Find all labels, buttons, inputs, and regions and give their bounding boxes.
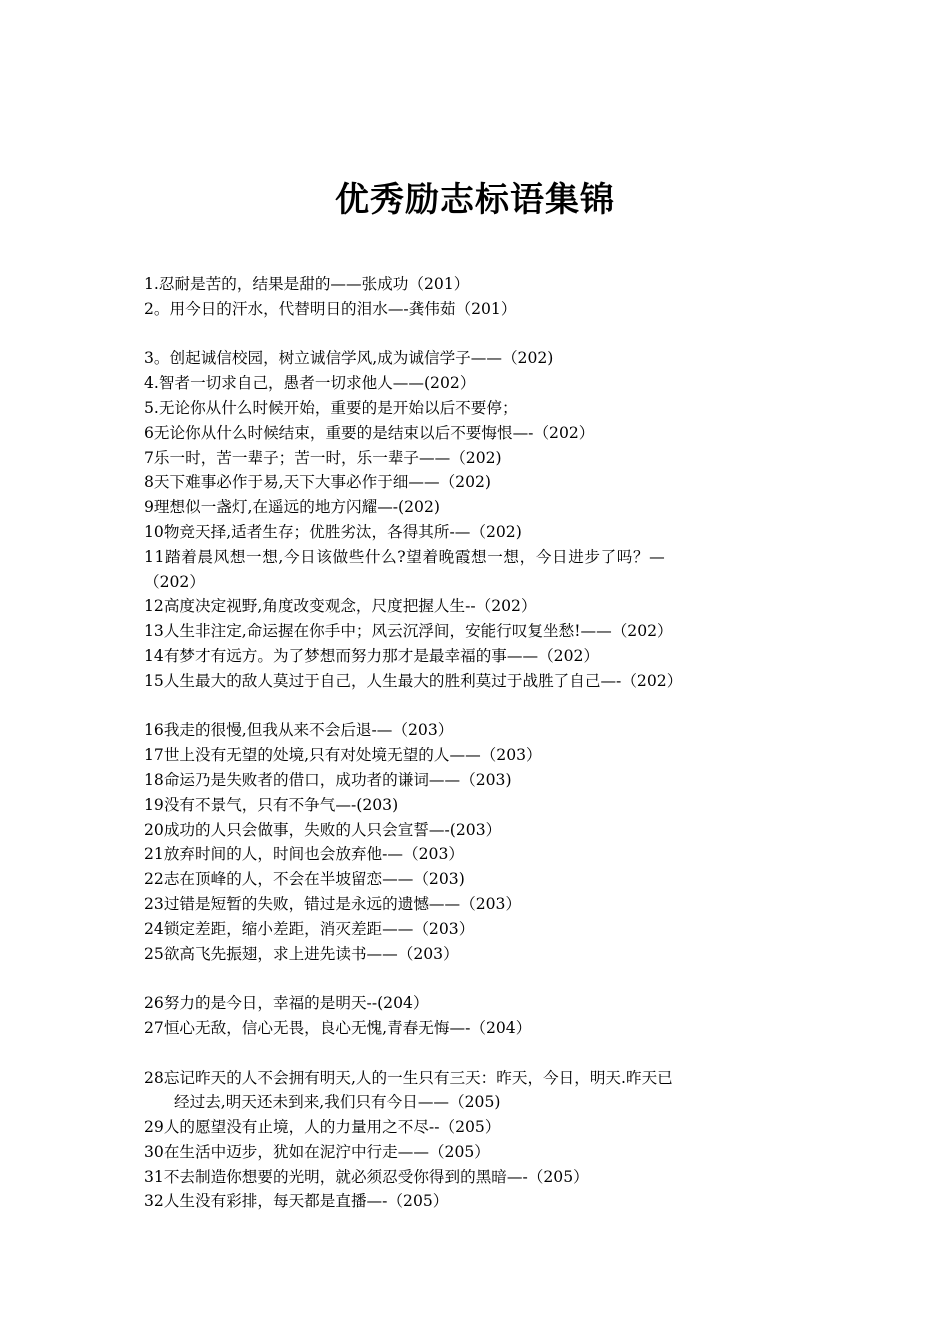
text-line: 32人生没有彩排，每天都是直播—-（205）	[144, 1192, 449, 1211]
text-line: 25欲高飞先振翅，求上进先读书——（203）	[144, 944, 459, 963]
text-line: 29人的愿望没有止境，人的力量用之不尽--（205）	[144, 1118, 501, 1137]
text-line: 31不去制造你想要的光明，就必须忍受你得到的黑暗—-（205）	[144, 1167, 589, 1186]
text-line: 12高度决定视野,角度改变观念，尺度把握人生--（202）	[144, 597, 537, 616]
text-line: 11踏着晨风想一想,今日该做些什么?望着晚霞想一想，今日进步了吗？—	[144, 547, 666, 566]
text-line: 15人生最大的敌人莫过于自己，人生最大的胜利莫过于战胜了自己—-（202）	[144, 671, 683, 690]
blank-line	[144, 694, 814, 719]
text-line: 5.无论你从什么时候开始，重要的是开始以后不要停；	[144, 398, 518, 417]
text-line-continued: （202）	[144, 572, 205, 591]
text-line: 10物竞天择,适者生存；优胜劣汰，各得其所-—（202)	[144, 522, 522, 541]
blank-line	[144, 322, 814, 347]
text-line: 26努力的是今日，幸福的是明天--(204）	[144, 994, 429, 1013]
text-line: 23过错是短暂的失败，错过是永远的遗憾——（203）	[144, 894, 522, 913]
text-line: 4.智者一切求自己，愚者一切求他人——(202）	[144, 374, 476, 393]
text-line: 27恒心无敌，信心无畏，良心无愧,青春无悔—-（204）	[144, 1018, 532, 1037]
text-line: 20成功的人只会做事，失败的人只会宣誓—-(203）	[144, 820, 502, 839]
text-line: 21放弃时间的人，时间也会放弃他-—（203）	[144, 845, 464, 864]
text-line: 22志在顶峰的人，不会在半坡留恋——（203)	[144, 870, 465, 889]
text-line: 16我走的很慢,但我从来不会后退-—（203）	[144, 721, 454, 740]
text-line: 6无论你从什么时候结束，重要的是结束以后不要悔恨—-（202）	[144, 423, 595, 442]
text-line: 3。创起诚信校园，树立诚信学风,成为诚信学子——（202)	[144, 349, 554, 368]
blank-line	[144, 1041, 814, 1066]
text-line: 30在生活中迈步，犹如在泥泞中行走——（205）	[144, 1142, 490, 1161]
text-line: 13人生非注定,命运握在你手中；风云沉浮间，安能行叹复坐愁!——（202）	[144, 622, 673, 641]
text-line: 18命运乃是失败者的借口，成功者的谦词——（203)	[144, 770, 512, 789]
text-line: 14有梦才有远方。为了梦想而努力那才是最幸福的事——（202）	[144, 646, 600, 665]
text-line: 2。用今日的汗水，代替明日的泪水—-龚伟茹（201）	[144, 299, 517, 318]
document-title: 优秀励志标语集锦	[335, 180, 615, 220]
text-line: 7乐一时，苦一辈子；苦一时，乐一辈子——（202)	[144, 448, 502, 467]
text-line: 17世上没有无望的处境,只有对处境无望的人——（203）	[144, 746, 542, 765]
text-line: 19没有不景气，只有不争气—-(203)	[144, 795, 399, 814]
text-line-continued: 经过去,明天还未到来,我们只有今日——（205)	[174, 1093, 501, 1112]
document-body	[144, 272, 814, 1214]
text-line: 9理想似一盏灯,在遥远的地方闪耀—-(202)	[144, 498, 440, 517]
text-line: 1.忍耐是苦的，结果是甜的——张成功（201）	[144, 275, 470, 293]
text-line: 24锁定差距，缩小差距，消灭差距——（203）	[144, 919, 475, 938]
blank-line	[144, 966, 814, 991]
text-line: 28忘记昨天的人不会拥有明天,人的一生只有三天：昨天，今日，明天.昨天已	[144, 1068, 673, 1087]
text-line: 8天下难事必作于易,天下大事必作于细——（202)	[144, 473, 492, 492]
